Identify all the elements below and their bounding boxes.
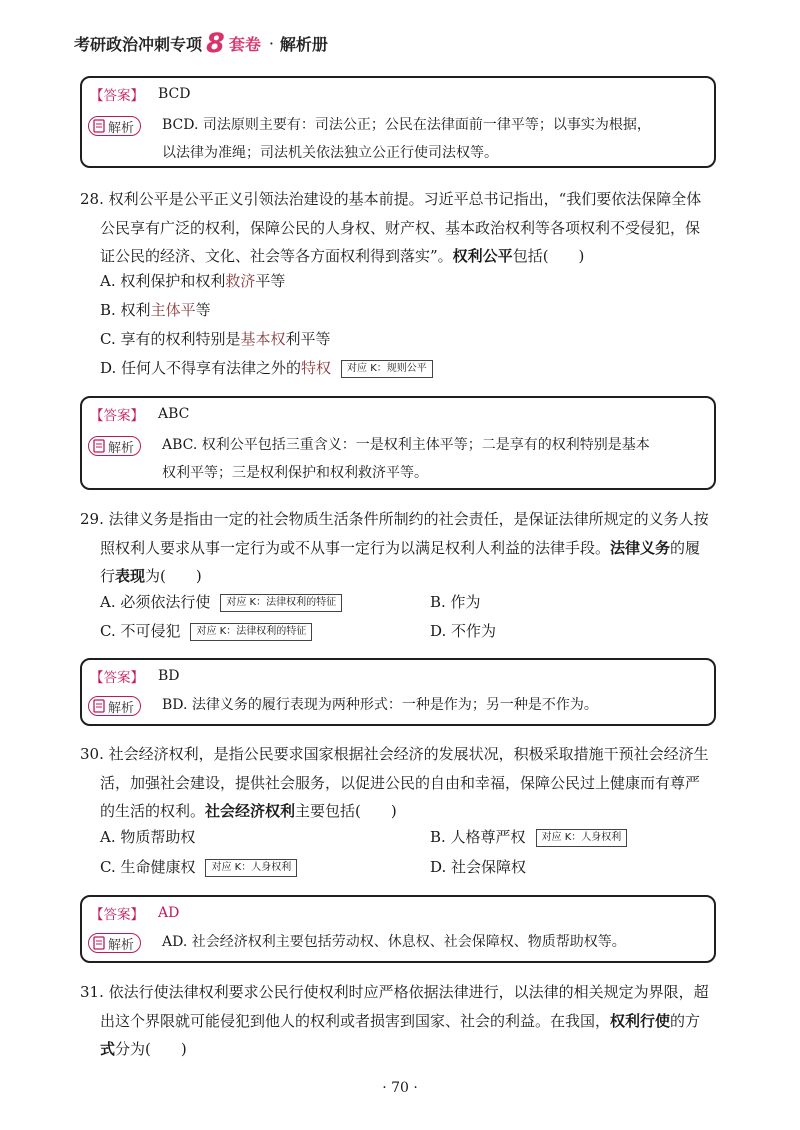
answer-label: 【答案】 (90, 88, 144, 104)
option-b: B. 人格尊严权 对应 K：人身权利 (430, 826, 627, 847)
option-c: C. 不可侵犯 对应 K：法律权利的特征 (100, 620, 312, 641)
explanation-tag (88, 933, 141, 953)
question-stem-line: 活，加强社会建设，提供社会服务，以促进公民的自由和幸福，保障公民过上健康而有尊严 (100, 773, 701, 792)
question-stem-line: 31. 依法行使法律权利要求公民行使权利时应严格依据法律进行，以法律的相关规定为界限，超 (80, 983, 709, 1001)
answer-row (90, 666, 180, 686)
explanation-line: ABC. 权利公平包括三重含义：一是权利主体平等；二是享有的权利特别是基本 (162, 437, 650, 453)
page-number: · 70 · (382, 1080, 418, 1096)
question-stem-line: 29. 法律义务是指由一定的社会物质生活条件所制约的社会责任，是保证法律所规定的义务人按 (80, 510, 709, 528)
keyword: 法律义务 (610, 538, 671, 557)
explanation-line: BD. 法律义务的履行表现为两种形式：一种是作为；另一种是不作为。 (162, 697, 598, 713)
keyword: 社会经济权利 (205, 802, 296, 820)
answer-label: 【答案】 (90, 670, 144, 686)
explanation-text (162, 928, 702, 956)
question-stem-line: 行表现为( ) (100, 567, 202, 585)
explanation-text (162, 431, 702, 487)
answer-value: BD (158, 668, 180, 684)
explanation-text (162, 691, 702, 719)
answer-box-q28 (80, 396, 716, 490)
knowledge-tag: 对应 K：法律权利的特征 (190, 623, 312, 641)
set-count-label: 套卷 (228, 35, 261, 54)
question-31 (80, 978, 720, 1064)
running-header (74, 30, 328, 57)
explanation-label: 解析 (108, 120, 135, 136)
explanation-line: AD. 社会经济权利主要包括劳动权、休息权、社会保障权、物质帮助权等。 (162, 934, 626, 950)
question-30 (80, 740, 720, 826)
option-a: A. 物质帮助权 (100, 828, 196, 846)
option-b: B. 权利主体平等 (100, 301, 211, 319)
answer-label: 【答案】 (90, 408, 144, 424)
keyword: 式 (100, 1040, 116, 1058)
answer-label: 【答案】 (90, 907, 144, 923)
book-title: 考研政治冲刺专项 (74, 35, 203, 54)
explanation-tag (88, 696, 141, 716)
set-count-badge: 8 (206, 28, 225, 59)
answer-value: ABC (158, 406, 190, 422)
header-separator: · (268, 34, 274, 53)
option-a: A. 权利保护和权利救济平等 (100, 272, 286, 290)
question-29 (80, 505, 720, 591)
explanation-line: 权利平等；三是权利保护和权利救济平等。 (162, 465, 428, 481)
explanation-tag (88, 436, 141, 456)
knowledge-tag: 对应 K：人身权利 (536, 829, 628, 847)
note-icon (93, 439, 105, 453)
option-d: D. 任何人不得享有法律之外的特权 对应 K：规则公平 (100, 357, 433, 378)
option-c: C. 生命健康权 对应 K：人身权利 (100, 856, 297, 877)
answer-row (90, 84, 190, 104)
option-b: B. 作为 (430, 593, 481, 611)
explanation-label: 解析 (108, 440, 135, 456)
knowledge-tag: 对应 K：法律权利的特征 (220, 594, 342, 612)
explanation-tag (88, 116, 141, 136)
keyword: 权利行使 (610, 1011, 671, 1030)
answer-box-q30 (80, 895, 716, 963)
volume-title: 解析册 (279, 35, 328, 54)
note-icon (93, 936, 105, 950)
note-icon (93, 119, 105, 133)
question-stem-line: 30. 社会经济权利，是指公民要求国家根据社会经济的发展状况，积极采取措施干预社会经济生 (80, 745, 709, 763)
answer-value: BCD (158, 86, 191, 102)
note-icon (93, 699, 105, 713)
explanation-label: 解析 (108, 937, 135, 953)
question-28 (80, 185, 720, 271)
keyword: 表现 (115, 567, 146, 585)
question-stem-line: 式分为( ) (100, 1040, 187, 1058)
keyword: 权利公平 (452, 247, 513, 265)
answer-value: AD (158, 905, 180, 921)
option-d: D. 社会保障权 (430, 858, 527, 876)
question-stem-line: 公民享有广泛的权利，保障公民的人身权、财产权、基本政治权利等各项权利不受侵犯，保 (100, 218, 701, 237)
question-stem-line: 证公民的经济、文化、社会等各方面权利得到落实”。权利公平包括( ) (100, 247, 585, 265)
answer-row (90, 903, 179, 923)
explanation-line: 以法律为准绳；司法机关依法独立公正行使司法权等。 (162, 145, 498, 161)
answer-box-q29 (80, 658, 716, 726)
option-a: A. 必须依法行使 对应 K：法律权利的特征 (100, 591, 342, 612)
question-stem-line: 28. 权利公平是公平正义引领法治建设的基本前提。习近平总书记指出，“我们要依法保障全体 (80, 190, 702, 208)
answer-row (90, 404, 189, 424)
knowledge-tag: 对应 K：规则公平 (341, 360, 433, 378)
question-stem-line: 的生活的权利。社会经济权利主要包括( ) (100, 802, 397, 820)
explanation-label: 解析 (108, 700, 135, 716)
answer-box-q27 (80, 76, 716, 168)
question-stem-line: 出这个界限就可能侵犯到他人的权利或者损害到国家、社会的利益。在我国，权利行使的方 (100, 1011, 701, 1030)
option-c: C. 享有的权利特别是基本权利平等 (100, 330, 331, 348)
question-stem-line: 照权利人要求从事一定行为或不从事一定行为以满足权利人利益的法律手段。法律义务的履 (100, 538, 701, 557)
explanation-line: BCD. 司法原则主要有：司法公正；公民在法律面前一律平等；以事实为根据， (162, 117, 651, 133)
explanation-text (162, 111, 702, 167)
knowledge-tag: 对应 K：人身权利 (205, 859, 297, 877)
option-d: D. 不作为 (430, 622, 497, 640)
